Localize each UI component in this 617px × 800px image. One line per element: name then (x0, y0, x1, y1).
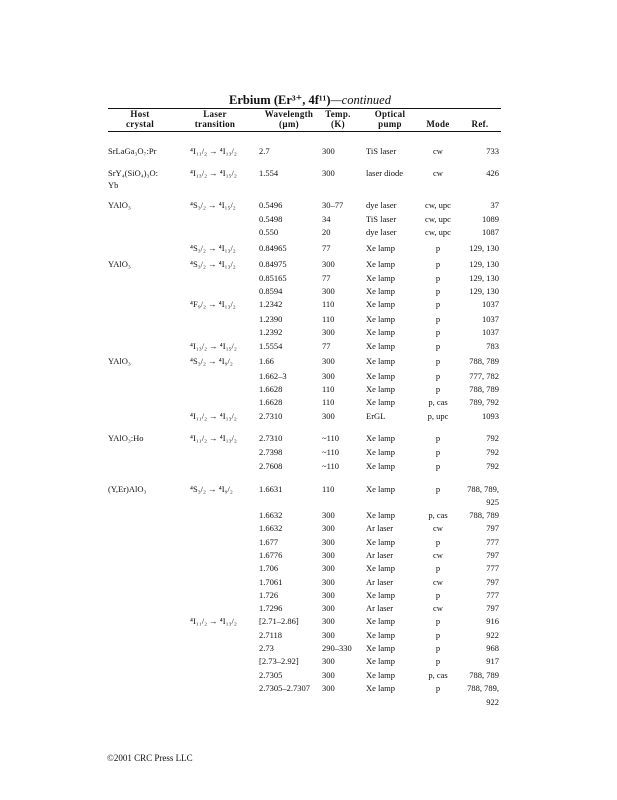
cell-temp: ~110 (322, 433, 340, 443)
cell-mode: p (435, 356, 441, 366)
cell-pump: Xe lamp (366, 397, 396, 407)
cell-ref: 797 (486, 523, 499, 533)
cell-ref: 1037 (482, 327, 499, 337)
cell-ref: 916 (486, 616, 499, 626)
cell-mode: p (435, 327, 441, 337)
cell-transition: ⁴I₁₁/₂ → ⁴I₁₃/₂ (190, 146, 237, 156)
table-row (0, 577, 617, 591)
cell-temp: 300 (322, 371, 335, 381)
table-row (0, 243, 617, 257)
cell-wavelength: 2.7 (259, 146, 270, 156)
cell-ref: 1037 (482, 314, 499, 324)
cell-mode: p (435, 683, 441, 693)
cell-pump: Xe lamp (366, 670, 396, 680)
cell-wavelength: 2.7398 (259, 447, 283, 457)
cell-temp: 110 (322, 314, 335, 324)
cell-wavelength: 1.554 (259, 168, 279, 178)
cell-transition: ⁴I₁₃/₂ → ⁴I₁₅/₂ (190, 168, 237, 178)
cell-temp: 300 (322, 603, 335, 613)
cell-wavelength: 2.7310 (259, 411, 283, 421)
cell-pump: Xe lamp (366, 273, 396, 283)
table-row (0, 643, 617, 657)
cell-ref: 1037 (482, 299, 499, 309)
cell-mode: p (435, 590, 441, 600)
cell-transition: ⁴S₃/₂ → ⁴I₁₃/₂ (190, 259, 236, 269)
cell-pump: Xe lamp (366, 433, 396, 443)
header-ref: Ref. (471, 119, 489, 129)
cell-mode: p, cas (428, 670, 448, 680)
cell-transition: ⁴S₃/₂ → ⁴I₉/₂ (190, 356, 233, 366)
table-row (0, 484, 617, 498)
cell-temp: 300 (322, 656, 335, 666)
cell-mode: cw, upc (425, 200, 451, 210)
cell-pump: dye laser (366, 227, 397, 237)
cell-mode: p (435, 273, 441, 283)
cell-mode: p (435, 299, 441, 309)
cell-wavelength: 2.73 (259, 643, 274, 653)
cell-ref: 129, 130 (469, 243, 499, 253)
cell-mode: cw (433, 577, 443, 587)
cell-wavelength: 0.84965 (259, 243, 287, 253)
cell-pump: TiS laser (366, 146, 397, 156)
cell-temp: 300 (322, 168, 335, 178)
cell-wavelength: 1.677 (259, 537, 279, 547)
cell-temp: 110 (322, 397, 335, 407)
cell-wavelength: 1.706 (259, 563, 279, 573)
cell-ref: 783 (486, 341, 499, 351)
cell-pump: Xe lamp (366, 384, 396, 394)
cell-temp: 300 (322, 411, 335, 421)
cell-ref: 922 (486, 697, 499, 707)
cell-mode: p (435, 286, 441, 296)
cell-pump: Xe lamp (366, 327, 396, 337)
cell-wavelength: 1.2342 (259, 299, 283, 309)
cell-pump: Xe lamp (366, 484, 396, 494)
table-row (0, 603, 617, 617)
cell-mode: p (435, 616, 441, 626)
header-temp: Temp. (K) (325, 109, 351, 129)
cell-pump: TiS laser (366, 214, 397, 224)
cell-ref: 788, 789 (469, 510, 499, 520)
cell-ref: 129, 130 (469, 259, 499, 269)
cell-mode: p (435, 433, 441, 443)
cell-ref: 1093 (482, 411, 499, 421)
cell-mode: cw, upc (425, 214, 451, 224)
cell-pump: Xe lamp (366, 286, 396, 296)
table-row (0, 683, 617, 697)
cell-wavelength: 1.6628 (259, 397, 283, 407)
cell-wavelength: [2.73–2.92] (259, 656, 299, 666)
table-row (0, 384, 617, 398)
cell-wavelength: 1.2390 (259, 314, 283, 324)
table-row (0, 656, 617, 670)
cell-transition: ⁴I₁₁/₂ → ⁴I₁₃/₂ (190, 411, 237, 421)
cell-temp: 300 (322, 523, 335, 533)
cell-temp: 20 (322, 227, 331, 237)
cell-ref: 922 (486, 630, 499, 640)
cell-ref: 777 (486, 563, 499, 573)
cell-pump: Xe lamp (366, 259, 396, 269)
cell-wavelength: 1.6632 (259, 523, 283, 533)
cell-ref: 788, 789, (467, 484, 499, 494)
cell-wavelength: 1.2392 (259, 327, 283, 337)
cell-mode: p, cas (428, 510, 448, 520)
table-row (0, 550, 617, 564)
cell-temp: 300 (322, 259, 335, 269)
table-row (0, 411, 617, 425)
cell-temp: 300 (322, 630, 335, 640)
cell-pump: Xe lamp (366, 314, 396, 324)
header-mode: Mode (426, 119, 450, 129)
cell-wavelength: 1.662–3 (259, 371, 287, 381)
cell-temp: ~110 (322, 461, 340, 471)
cell-wavelength: 1.66 (259, 356, 274, 366)
cell-ref: 426 (486, 168, 499, 178)
table-row (0, 447, 617, 461)
cell-pump: Xe lamp (366, 630, 396, 640)
cell-pump: ErGL (366, 411, 386, 421)
page-title (120, 92, 500, 108)
cell-pump: Xe lamp (366, 616, 396, 626)
cell-wavelength: 1.5554 (259, 341, 283, 351)
cell-ref: 788, 789 (469, 384, 499, 394)
cell-temp: 110 (322, 484, 335, 494)
cell-wavelength: 0.5496 (259, 200, 283, 210)
cell-pump: Xe lamp (366, 683, 396, 693)
cell-wavelength: 1.6632 (259, 510, 283, 520)
cell-wavelength: 1.6631 (259, 484, 283, 494)
cell-temp: 300 (322, 683, 335, 693)
cell-wavelength: 1.6776 (259, 550, 283, 560)
cell-temp: 34 (322, 214, 331, 224)
table-row (0, 327, 617, 341)
cell-mode: cw (433, 523, 443, 533)
table-row (0, 537, 617, 551)
cell-ref: 1087 (482, 227, 499, 237)
header-laser: Laser transition (194, 109, 236, 129)
cell-pump: Xe lamp (366, 461, 396, 471)
cell-transition: ⁴I₁₃/₂ → ⁴I₁₅/₂ (190, 341, 237, 351)
cell-temp: 300 (322, 327, 335, 337)
cell-pump: Xe lamp (366, 356, 396, 366)
cell-pump: Xe lamp (366, 590, 396, 600)
cell-wavelength: 0.85165 (259, 273, 287, 283)
cell-mode: p (435, 537, 441, 547)
table-row (0, 630, 617, 644)
cell-temp: 290–330 (322, 643, 352, 653)
cell-host: (Y,Er)AlO₃ (108, 484, 147, 494)
cell-mode: p (435, 243, 441, 253)
cell-wavelength: 1.7296 (259, 603, 283, 613)
cell-wavelength: 2.7608 (259, 461, 283, 471)
cell-temp: 110 (322, 299, 335, 309)
cell-temp: 300 (322, 510, 335, 520)
cell-mode: p (435, 461, 441, 471)
cell-mode: p (435, 563, 441, 573)
cell-mode: p (435, 643, 441, 653)
cell-pump: Ar laser (366, 603, 394, 613)
table-row (0, 590, 617, 604)
header-wavelength: Wavelength (µm) (264, 109, 314, 129)
cell-ref: 37 (490, 200, 499, 210)
cell-ref: 797 (486, 603, 499, 613)
table-row (0, 200, 617, 214)
cell-temp: 77 (322, 243, 331, 253)
cell-temp: 110 (322, 384, 335, 394)
cell-transition: ⁴S₃/₂ → ⁴I₉/₂ (190, 484, 233, 494)
cell-pump: Ar laser (366, 523, 394, 533)
cell-host: YAlO₃ (108, 259, 131, 269)
cell-pump: laser diode (366, 168, 404, 178)
cell-ref: 1089 (482, 214, 499, 224)
table-row (0, 563, 617, 577)
table-row (0, 273, 617, 287)
cell-ref: 792 (486, 461, 499, 471)
cell-ref: 777, 782 (469, 371, 499, 381)
cell-wavelength: 0.550 (259, 227, 279, 237)
cell-temp: 77 (322, 341, 331, 351)
table-row (0, 146, 617, 160)
header-optical: Optical pump (374, 109, 406, 129)
cell-wavelength: 0.8594 (259, 286, 283, 296)
table-header (108, 108, 501, 132)
cell-temp: 300 (322, 616, 335, 626)
table-row (0, 433, 617, 447)
cell-temp: 300 (322, 286, 335, 296)
cell-ref: 917 (486, 656, 499, 666)
cell-mode: p (435, 259, 441, 269)
cell-ref: 777 (486, 590, 499, 600)
table-row (0, 341, 617, 355)
cell-temp: 300 (322, 537, 335, 547)
cell-wavelength: 1.6628 (259, 384, 283, 394)
table-row (0, 670, 617, 684)
cell-temp: 300 (322, 563, 335, 573)
cell-host: YAlO₃:Ho (108, 433, 144, 443)
copyright-footer: ©2001 CRC Press LLC (107, 753, 193, 763)
cell-host: SrY₄(SiO₄)₃O: (108, 168, 158, 178)
cell-wavelength: 0.5498 (259, 214, 283, 224)
cell-pump: Xe lamp (366, 656, 396, 666)
table-row (0, 497, 617, 511)
cell-mode: p (435, 371, 441, 381)
cell-mode: p (435, 630, 441, 640)
cell-wavelength: 1.726 (259, 590, 279, 600)
cell-transition: ⁴F₉/₂ → ⁴I₁₃/₂ (190, 299, 236, 309)
table-row (0, 214, 617, 228)
cell-ref: 733 (486, 146, 499, 156)
cell-transition: ⁴S₃/₂ → ⁴I₁₅/₂ (190, 200, 236, 210)
cell-mode: cw (433, 603, 443, 613)
cell-ref: 792 (486, 447, 499, 457)
cell-pump: Xe lamp (366, 510, 396, 520)
cell-mode: p (435, 484, 441, 494)
table-row (0, 227, 617, 241)
cell-temp: 77 (322, 273, 331, 283)
cell-ref: 129, 130 (469, 286, 499, 296)
header-host: Host crystal (125, 109, 155, 129)
table-row (0, 461, 617, 475)
cell-temp: ~110 (322, 447, 340, 457)
cell-temp: 300 (322, 146, 335, 156)
cell-host: Yb (108, 180, 119, 190)
cell-ref: 788, 789 (469, 356, 499, 366)
cell-pump: Ar laser (366, 550, 394, 560)
cell-pump: Xe lamp (366, 447, 396, 457)
cell-pump: Xe lamp (366, 371, 396, 381)
cell-ref: 925 (486, 497, 499, 507)
cell-ref: 797 (486, 550, 499, 560)
cell-wavelength: 2.7305 (259, 670, 283, 680)
cell-mode: cw (433, 168, 443, 178)
cell-temp: 300 (322, 356, 335, 366)
cell-ref: 797 (486, 577, 499, 587)
cell-temp: 300 (322, 550, 335, 560)
cell-host: YAlO₃ (108, 356, 131, 366)
cell-mode: cw (433, 550, 443, 560)
cell-mode: p (435, 341, 441, 351)
cell-wavelength: 1.7061 (259, 577, 283, 587)
cell-host: YAlO₃ (108, 200, 131, 210)
cell-pump: Xe lamp (366, 243, 396, 253)
table-row (0, 697, 617, 711)
cell-temp: 300 (322, 670, 335, 680)
cell-mode: p (435, 656, 441, 666)
cell-ref: 777 (486, 537, 499, 547)
cell-wavelength: 0.84975 (259, 259, 287, 269)
table-row (0, 510, 617, 524)
cell-transition: ⁴S₃/₂ → ⁴I₁₃/₂ (190, 243, 236, 253)
cell-ref: 792 (486, 433, 499, 443)
table-row (0, 299, 617, 313)
cell-ref: 968 (486, 643, 499, 653)
cell-mode: p (435, 447, 441, 457)
table-row (0, 180, 617, 194)
table-row (0, 397, 617, 411)
table-row (0, 371, 617, 385)
cell-ref: 789, 792 (469, 397, 499, 407)
cell-transition: ⁴I₁₁/₂ → ⁴I₁₃/₂ (190, 616, 237, 626)
cell-pump: Xe lamp (366, 537, 396, 547)
cell-wavelength: 2.7118 (259, 630, 283, 640)
title-main: Erbium (Er³⁺, 4f¹¹) (229, 93, 331, 107)
table-row (0, 286, 617, 300)
cell-pump: Xe lamp (366, 563, 396, 573)
title-suffix: —continued (330, 93, 391, 107)
cell-mode: p, upc (427, 411, 449, 421)
cell-ref: 788, 789 (469, 670, 499, 680)
cell-mode: cw (433, 146, 443, 156)
table-row (0, 356, 617, 370)
cell-pump: dye laser (366, 200, 397, 210)
cell-wavelength: [2.71–2.86] (259, 616, 299, 626)
cell-transition: ⁴I₁₁/₂ → ⁴I₁₃/₂ (190, 433, 237, 443)
table-row (0, 523, 617, 537)
cell-mode: cw, upc (425, 227, 451, 237)
cell-mode: p (435, 384, 441, 394)
cell-wavelength: 2.7310 (259, 433, 283, 443)
cell-temp: 300 (322, 590, 335, 600)
cell-mode: p (435, 314, 441, 324)
cell-pump: Xe lamp (366, 341, 396, 351)
cell-pump: Ar laser (366, 577, 394, 587)
cell-temp: 30–77 (322, 200, 344, 210)
cell-ref: 129, 130 (469, 273, 499, 283)
cell-host: SrLaGa₃O₇:Pr (108, 146, 157, 156)
table-row (0, 259, 617, 273)
cell-pump: Xe lamp (366, 643, 396, 653)
cell-pump: Xe lamp (366, 299, 396, 309)
cell-mode: p, cas (428, 397, 448, 407)
table-row (0, 314, 617, 328)
cell-wavelength: 2.7305–2.7307 (259, 683, 310, 693)
cell-temp: 300 (322, 577, 335, 587)
table-row (0, 616, 617, 630)
cell-ref: 788, 789, (467, 683, 499, 693)
